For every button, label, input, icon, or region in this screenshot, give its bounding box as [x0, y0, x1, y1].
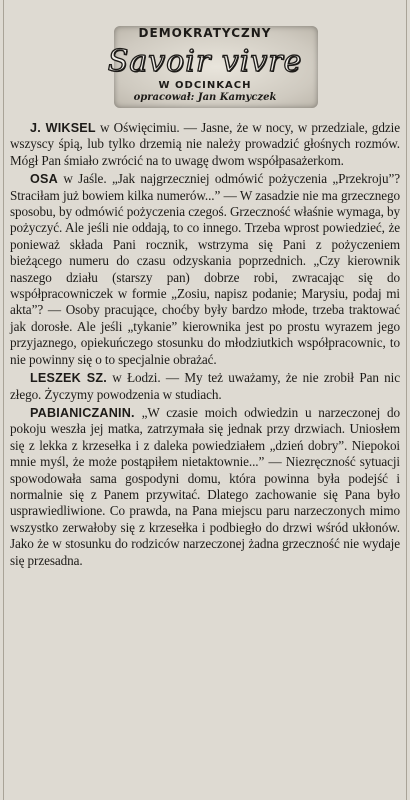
entry-text: „Jak najgrzeczniej odmówić pożyczenia „Przekroju”? Straciłam już bowiem kilka numerów...” — W zasadzie nie ma grzecznego sposobu, by odmówić pożyczenia czegoś. Grzeczność właśnie wymaga, by pożyczyć. Ale jeśli nie oddają, to co innego. Trzeba wprost powiedzieć, że ponieważ składa Pani rocznik, wstrzyma się Pani z pożyczeniem bieżącego numeru do czasu odzyskania poprzednich. „Czy kierownik naszego działu (starszy pan) dobrze robi, zwracając się do współpracowniczek w formie „Zosiu, napisz podanie; Marysiu, podaj mi akta”? — Osoby pracujące, choćby były bardzo młode, trzeba traktować jak dorosłe. Ale jeśli „tykanie” kierownika jest po prostu wyrazem jego przyjaznego, opiekuńczego stosunku do młodziutkich współpracownic, to nie powinny się o to specjalnie obrażać.: [10, 171, 400, 367]
masthead-author: opracował: Jan Kamyczek: [133, 92, 277, 103]
entry-name: OSA: [30, 172, 58, 187]
answer-entry: [10, 370, 400, 403]
entry-text: — My też uważamy, że nie zrobił Pan nic złego. Życzymy powodzenia w studiach.: [10, 370, 400, 402]
masthead: [10, 4, 400, 110]
answer-entry: [10, 405, 400, 569]
entry-name: J. WIKSEL: [30, 121, 96, 135]
right-rule: [406, 0, 407, 800]
answer-entry: [10, 120, 400, 169]
answer-entry: [10, 171, 400, 368]
entry-location: w Jaśle.: [63, 171, 107, 187]
entry-location: w Łodzi.: [112, 370, 161, 386]
masthead-subtitle: W ODCINKACH: [158, 80, 252, 91]
masthead-title: Savoir vivre: [107, 44, 303, 79]
entry-name: LESZEK SZ.: [30, 371, 107, 386]
entry-location: w Oświęcimiu.: [100, 120, 180, 135]
entry-text: — Jasne, że w nocy, w przedziale, gdzie wszyscy śpią, lub tylko drzemią nie należy prowadzić głośnych rozmów. Mógł Pan śmiało zwrócić na to uwagę dwom współpasażerkom.: [10, 120, 400, 168]
entry-name: PABIANICZANIN.: [30, 405, 135, 420]
left-rule: [3, 0, 4, 800]
masthead-top-text: DEMOKRATYCZNY: [138, 26, 272, 40]
entry-text: „W czasie moich odwiedzin u narzeczonej do pokoju weszła jej matka, zatrzymała się jednak przy drzwiach. Uniosłem się z lekka z krzesełka i z daleka powiedziałem „dzień dobry”. Niepokoi mnie myśl, że może postąpiłem nietaktownie...” — Niezręczność sytuacji spowodowała sama gospodyni domu, która powinna była podejść i normalnie się z Panem przywitać. Dlatego zachowanie się Pana było usprawiedliwione. Co prawda, na Pana miejscu paru narzeczonych mimo wszystko zerwałoby się z krzesełka i podbiegło do drzwi wśród ukłonów. Jako że w stosunku do rodziców narzeczonej żadna grzeczność nie wydaje się przesadna.: [10, 404, 400, 568]
